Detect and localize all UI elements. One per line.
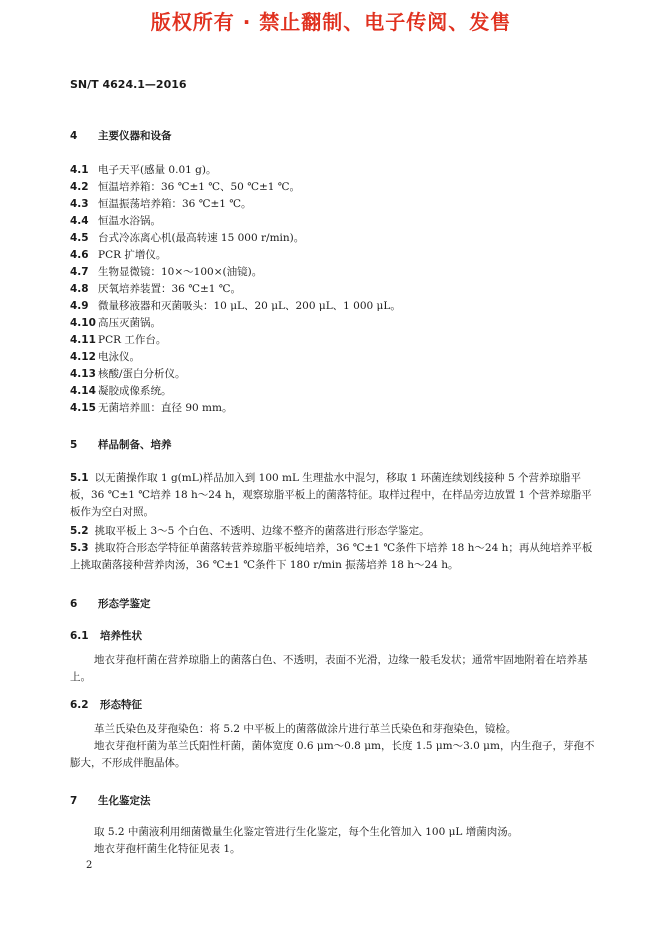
list-item [70, 315, 161, 330]
section-title: 主要仪器和设备 [98, 130, 172, 142]
item-text: 凝胶成像系统。 [98, 385, 172, 397]
section-number: 4 [70, 130, 78, 142]
paragraph-5-2 [70, 523, 600, 540]
list-item [70, 383, 172, 398]
list-item [70, 213, 161, 228]
section-number: 7 [70, 795, 78, 807]
item-text: 厌氧培养装置：36 ℃±1 ℃。 [98, 283, 242, 295]
paragraph-text: 挑取平板上 3～5 个白色、不透明、边缘不整齐的菌落进行形态学鉴定。 [94, 525, 430, 537]
item-text: 台式冷冻离心机(最高转速 15 000 r/min)。 [98, 232, 305, 244]
list-item [70, 196, 252, 211]
subsection-number: 6.2 [70, 699, 89, 711]
item-text: PCR 工作台。 [98, 334, 167, 346]
item-number: 4.13 [70, 368, 96, 380]
item-text: 电泳仪。 [98, 351, 140, 363]
list-item [70, 179, 300, 194]
paragraph-number: 5.2 [70, 525, 89, 537]
list-item [70, 332, 166, 347]
item-text: 高压灭菌锅。 [98, 317, 161, 329]
paragraph-number: 5.3 [70, 542, 89, 554]
list-item [70, 281, 241, 296]
item-number: 4.5 [70, 232, 89, 244]
item-number: 4.9 [70, 300, 89, 312]
subsection-number: 6.1 [70, 630, 89, 642]
paragraph-number: 5.1 [70, 472, 89, 484]
paragraph-5-1 [70, 470, 600, 521]
item-number: 4.3 [70, 198, 89, 210]
item-number: 4.15 [70, 402, 96, 414]
copyright-banner: 版权所有 · 禁止翻制、电子传阅、发售 [150, 10, 512, 34]
list-item [70, 298, 401, 313]
paragraph-5-3 [70, 540, 600, 574]
list-item [70, 162, 216, 177]
item-number: 4.4 [70, 215, 89, 227]
section-title: 样品制备、培养 [98, 439, 172, 451]
item-number: 4.12 [70, 351, 96, 363]
section-4-heading [70, 128, 172, 143]
item-number: 4.1 [70, 164, 89, 176]
item-text: 无菌培养皿：直径 90 mm。 [98, 402, 233, 414]
list-item [70, 366, 186, 381]
item-text: 生物显微镜：10×～100×(油镜)。 [98, 266, 263, 278]
paragraph-6-2-staining: 革兰氏染色及芽孢染色：将 5.2 中平板上的菌落做涂片进行革兰氏染色和芽孢染色，镜检。 [94, 723, 517, 735]
list-item [70, 247, 166, 262]
subsection-title: 培养性状 [100, 630, 142, 642]
paragraph-6-1: 地衣芽孢杆菌在营养琼脂上的菌落白色、不透明，表面不光滑，边缘一般毛发状；通常牢固地附着在培养基上。 [70, 654, 588, 683]
document-number: SN/T 4624.1—2016 [70, 78, 187, 91]
item-text: 电子天平(感量 0.01 g)。 [98, 164, 217, 176]
item-text: 恒温培养箱：36 ℃±1 ℃、50 ℃±1 ℃。 [98, 181, 301, 193]
item-text: 微量移液器和灭菌吸头：10 μL、20 μL、200 μL、1 000 μL。 [98, 300, 401, 312]
section-title: 形态学鉴定 [98, 598, 151, 610]
section-5-heading [70, 437, 172, 452]
item-number: 4.10 [70, 317, 96, 329]
list-item [70, 400, 232, 415]
paragraph-7-reference: 地衣芽孢杆菌生化特征见表 1。 [94, 843, 241, 855]
list-item [70, 264, 262, 279]
item-number: 4.7 [70, 266, 89, 278]
paragraph-text: 以无菌操作取 1 g(mL)样品加入到 100 mL 生理盐水中混匀，移取 1 环菌连续划线接种 5 个营养琼脂平板，36 ℃±1 ℃培养 18 h～24 h，观察琼脂平板上的菌落特征。取样过程中，在样品旁边放置 1 个营养琼脂平板作为空白对照。 [70, 472, 592, 518]
item-text: 恒温振荡培养箱：36 ℃±1 ℃。 [98, 198, 252, 210]
section-number: 6 [70, 598, 78, 610]
section-7-heading [70, 793, 151, 808]
list-item [70, 349, 140, 364]
subsection-title: 形态特征 [100, 699, 142, 711]
item-number: 4.6 [70, 249, 89, 261]
section-title: 生化鉴定法 [98, 795, 151, 807]
list-item [70, 230, 304, 245]
section-number: 5 [70, 439, 78, 451]
item-text: 恒温水浴锅。 [98, 215, 161, 227]
item-number: 4.11 [70, 334, 96, 346]
paragraph-text: 挑取符合形态学特征单菌落转营养琼脂平板纯培养，36 ℃±1 ℃条件下培养 18 h～24 h；再从纯培养平板上挑取菌落接种营养肉汤，36 ℃±1 ℃条件下 180 r/min 振荡培养 18 h～24 h。 [70, 542, 593, 571]
item-number: 4.8 [70, 283, 89, 295]
item-text: PCR 扩增仪。 [98, 249, 167, 261]
item-number: 4.14 [70, 385, 96, 397]
paragraph-7-procedure: 取 5.2 中菌液利用细菌微量生化鉴定管进行生化鉴定，每个生化管加入 100 μL 增菌肉汤。 [94, 826, 519, 838]
page-number: 2 [86, 860, 93, 871]
subsection-6-1-heading [70, 628, 142, 643]
subsection-6-2-heading [70, 697, 142, 712]
section-6-heading [70, 596, 151, 611]
paragraph-6-2-morphology: 地衣芽孢杆菌为革兰氏阳性杆菌，菌体宽度 0.6 μm～0.8 μm，长度 1.5 μm～3.0 μm，内生孢子，芽孢不膨大，不形成伴胞晶体。 [70, 740, 595, 769]
item-text: 核酸/蛋白分析仪。 [98, 368, 186, 380]
item-number: 4.2 [70, 181, 89, 193]
